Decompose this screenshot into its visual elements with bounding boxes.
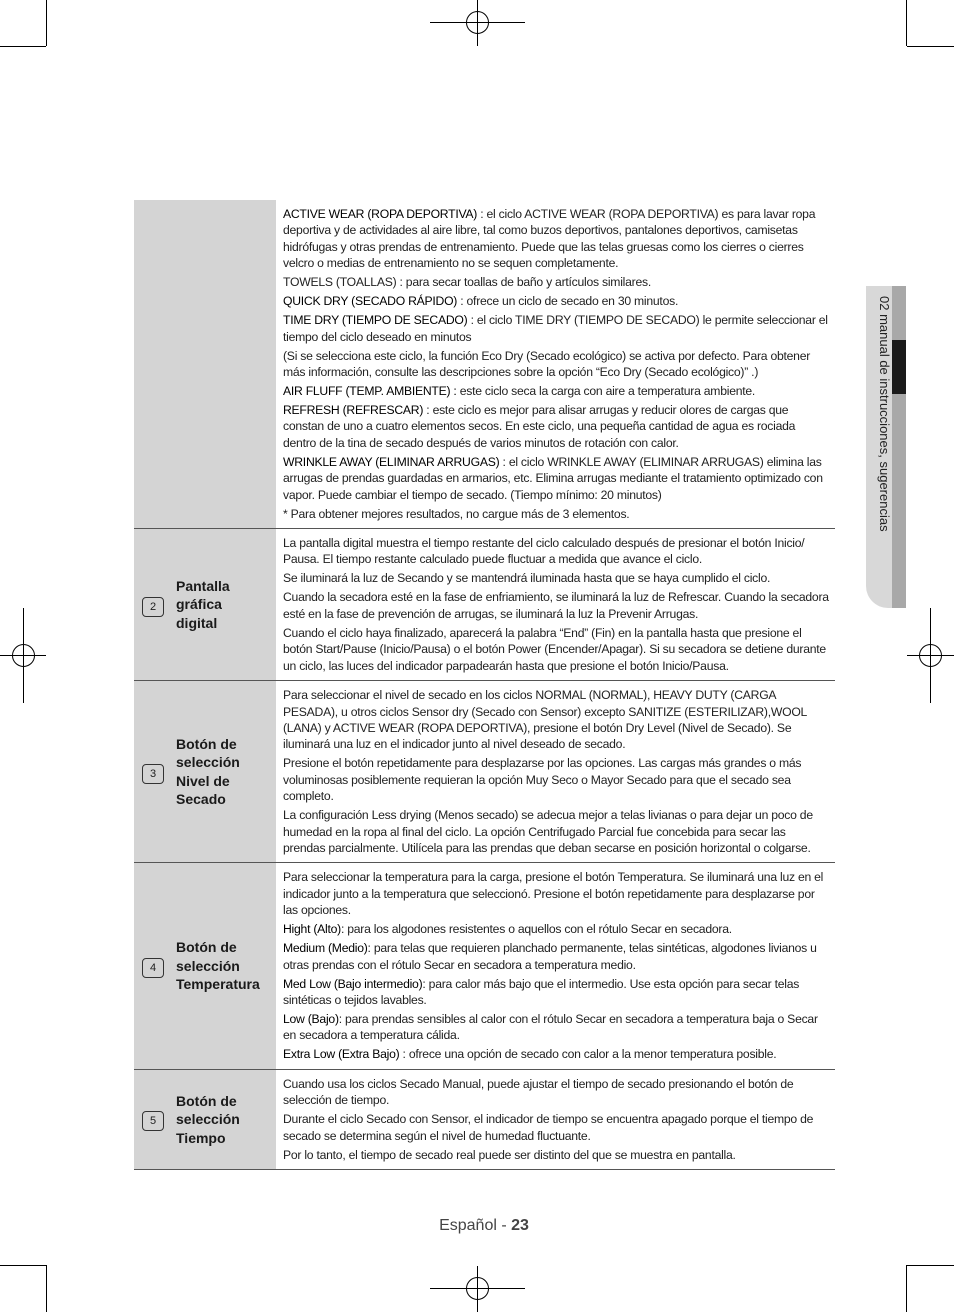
row-label-cell [134, 863, 276, 1068]
paragraph-text: Cuando la secadora esté en la fase de enfriamiento, se iluminará la luz de Refrescar. Cuando la secadora esté en la fase de prevención de arrugas, se iluminará la luz la Prevenir Arrugas. [283, 590, 829, 621]
control-panel-table [134, 200, 835, 1170]
paragraph-text: : para calor más bajo que el intermedio. Use esta opción para secar telas sintéticas o tejidos lavables. [283, 976, 800, 1007]
table-row [134, 529, 835, 681]
item-number-badge: 3 [142, 764, 164, 784]
row-label-line: gráfica [176, 596, 222, 613]
table-row [134, 200, 835, 529]
paragraph-text: : para telas que requieren planchado permanente, telas sintéticas, algodones livianos u otras prendas con el rótulo Secar en secadora a temperatura medio. [283, 941, 817, 972]
item-number-badge: 2 [142, 597, 164, 617]
row-label-line: Secado [176, 791, 226, 808]
description-paragraph [283, 535, 829, 568]
option-term: Medium (Medio) [283, 941, 368, 956]
option-term: Med Low (Bajo intermedio) [283, 976, 423, 991]
paragraph-text: (Si se selecciona este ciclo, la función Eco Dry (Secado ecológico) se activa por defecto. Para obtener más información, consulte las descripciones sobre la opción “Eco Dry (Secado ecológico)” .) [283, 348, 811, 380]
table-row [134, 681, 835, 863]
paragraph-text: : ofrece una opción de secado con calor a la menor temperatura posible. [399, 1047, 777, 1062]
description-paragraph [283, 570, 829, 586]
footer-language: Español - [439, 1217, 512, 1234]
paragraph-text: este ciclo seca la carga con aire a temperatura ambiente. [456, 384, 756, 399]
row-label-line: selección [176, 1111, 240, 1128]
chapter-tab-label: 02 manual de instrucciones, sugerencias [877, 296, 892, 532]
paragraph-text: La configuración Less drying (Menos secado) se adecua mejor a telas livianas o para dejar un poco de humedad en la ropa al final del ciclo. La opción Centrifugado Parcial fue concebida para secar las prendas parcialmente. Utilícela para las prendas que deban secarse en posición horizontal o colgarse. [283, 808, 813, 855]
row-label [176, 938, 260, 994]
item-number-badge: 5 [142, 1111, 164, 1131]
row-label [176, 577, 230, 633]
paragraph-text: Presione el botón repetidamente para desplazarse por las opciones. Las cargas más grandes o más voluminosas posiblemente requieran la opción Muy Seco o Mayor Secado para que el secado sea completo. [283, 756, 802, 804]
option-term: AIR FLUFF (TEMP. AMBIENTE) : [283, 384, 457, 399]
row-label-line: Temperatura [176, 976, 260, 993]
row-label [176, 735, 240, 809]
description-paragraph [283, 402, 829, 451]
option-term: Hight (Alto) [283, 922, 341, 937]
description-paragraph [283, 976, 829, 1009]
description-paragraph [283, 206, 829, 272]
paragraph-text: Durante el ciclo Secado con Sensor, el indicador de tiempo se encuentra apagado porque el tiempo de secado se determina según el nivel de humedad fluctuante. [283, 1112, 814, 1143]
row-label-cell [134, 1070, 276, 1169]
page-footer [0, 1217, 954, 1235]
paragraph-text: Cuando usa los ciclos Secado Manual, puede ajustar el tiempo de secado presionando el botón de selección de tiempo. [283, 1076, 794, 1108]
description-paragraph [283, 383, 829, 399]
description-paragraph [283, 940, 829, 973]
paragraph-text: Para seleccionar el nivel de secado en los ciclos NORMAL (NORMAL), HEAVY DUTY (CARGA PESADA), u otros ciclos Sensor dry (Secado con Sensor) excepto SANITIZE (ESTERILIZAR),WOOL (LANA) y ACTIVE WEAR (ROPA DEPORTIVA), presione el botón Dry Level (Nivel de Secado). Se iluminará una luz en el indicador junto al nivel deseado de secado. [283, 688, 807, 752]
paragraph-text: Cuando el ciclo haya finalizado, aparecerá la palabra “End” (Fin) en la pantalla hasta que presione el botón Start/Pause (Inicio/Pausa) o el botón Power (Encender/Apagar). Si su secadora se detiene durante un ciclo, las luces del indicador parpadearán hasta que presione el botón Inicio/Pausa. [283, 625, 826, 673]
description-paragraph [283, 1076, 829, 1109]
description-paragraph [283, 293, 829, 309]
table-row [134, 863, 835, 1069]
description-paragraph [283, 1011, 829, 1044]
description-paragraph [283, 348, 829, 381]
row-label-cell [134, 529, 276, 680]
description-paragraph [283, 755, 829, 804]
row-label-line: selección [176, 957, 240, 974]
row-label-line: Pantalla [176, 577, 230, 594]
item-number-badge: 4 [142, 958, 164, 978]
paragraph-text: : ofrece un ciclo de secado en 30 minutos. [457, 294, 679, 309]
option-term: WRINKLE AWAY (ELIMINAR ARRUGAS) [283, 454, 500, 469]
option-term: ACTIVE WEAR (ROPA DEPORTIVA) [283, 207, 478, 221]
row-label-cell [134, 200, 276, 528]
page-number: 23 [511, 1217, 529, 1234]
paragraph-text: : el ciclo TIME DRY (TIEMPO DE SECADO) le permite seleccionar el tiempo del ciclo deseado en minutos [283, 313, 828, 344]
option-term: Extra Low (Extra Bajo) [283, 1047, 400, 1062]
paragraph-text: : para los algodones resistentes o aquellos con el rótulo Secar en secadora. [340, 922, 732, 937]
paragraph-text: La pantalla digital muestra el tiempo restante del ciclo calculado después de presionar el botón Inicio/ Pausa. El tiempo restante calculado puede fluctuar a medida que avance el ciclo. [283, 536, 805, 567]
description-paragraph [283, 687, 829, 753]
row-label-line: digital [176, 614, 218, 631]
chapter-tab-marker [892, 340, 906, 394]
description-paragraph [283, 1147, 829, 1163]
row-description [276, 863, 835, 1068]
description-paragraph [283, 807, 829, 856]
row-label-cell [134, 681, 276, 862]
description-paragraph [283, 454, 829, 503]
row-description [276, 1070, 835, 1169]
paragraph-text: Por lo tanto, el tiempo de secado real puede ser distinto del que se muestra en pantalla. [283, 1147, 736, 1162]
option-term: Low (Bajo) [283, 1011, 339, 1026]
option-term: REFRESH (REFRESCAR) [283, 403, 424, 418]
row-label-line: Botón de [176, 735, 237, 752]
description-paragraph [283, 625, 829, 674]
description-paragraph [283, 506, 829, 522]
row-label-line: Tiempo [176, 1129, 226, 1146]
description-paragraph [283, 869, 829, 918]
row-label [176, 1092, 240, 1148]
row-label-line: Botón de [176, 939, 237, 956]
paragraph-text: Se iluminará la luz de Secando y se mantendrá iluminada hasta que se haya cumplido el ciclo. [283, 571, 771, 586]
option-term: TIME DRY (TIEMPO DE SECADO) [283, 313, 468, 328]
option-term: QUICK DRY (SECADO RÁPIDO) [283, 294, 458, 309]
paragraph-text: TOWELS (TOALLAS) : para secar toallas de baño y artículos similares. [283, 275, 651, 290]
table-row [134, 1070, 835, 1170]
row-label-line: selección [176, 754, 240, 771]
row-label-line: Nivel de [176, 772, 230, 789]
description-paragraph [283, 589, 829, 622]
paragraph-text: : para prendas sensibles al calor con el rótulo Secar en secadora a temperatura baja o Secar en secadora a temperatura cálida. [283, 1011, 818, 1043]
chapter-tab-bar [892, 286, 906, 608]
description-paragraph [283, 312, 829, 345]
paragraph-text: : el ciclo ACTIVE WEAR (ROPA DEPORTIVA) es para lavar ropa deportiva y de actividades al aire libre, tal como buzos deportivos, pantalones deportivos, camisetas hidrófugas y otras prendas de entrenamiento. Puede que las telas gruesas como los cierres o cierres velcro o medias de entrenamiento no se sequen completamente. [283, 207, 816, 271]
description-paragraph [283, 921, 829, 937]
description-paragraph [283, 1046, 829, 1062]
row-description [276, 200, 835, 528]
row-label-line: Botón de [176, 1092, 237, 1109]
row-description [276, 529, 835, 680]
row-description [276, 681, 835, 862]
paragraph-text: : este ciclo es mejor para alisar arrugas y reducir olores de cargas que constan de uno a cuatro elementos secos. En este ciclo, una pequeña cantidad de agua es rociada dentro de la tina de secado después de varios minutos de rotación con calor. [283, 403, 796, 450]
paragraph-text: Para seleccionar la temperatura para la carga, presione el botón Temperatura. Se iluminará una luz en el indicador junto a la temperatura que seleccionó. Presione el botón repetidamente para desplazarse por las opciones. [283, 870, 824, 918]
description-paragraph [283, 1111, 829, 1144]
paragraph-text: * Para obtener mejores resultados, no cargue más de 3 elementos. [283, 506, 630, 521]
description-paragraph [283, 274, 829, 290]
paragraph-text: : el ciclo WRINKLE AWAY (ELIMINAR ARRUGAS) elimina las arrugas de prendas guardadas en armarios, etc. Elimina arrugas mediante el tratamiento optimizado con vapor. Puede cambiar el tiempo de secado. (Tiempo mínimo: 20 minutos) [283, 454, 823, 502]
